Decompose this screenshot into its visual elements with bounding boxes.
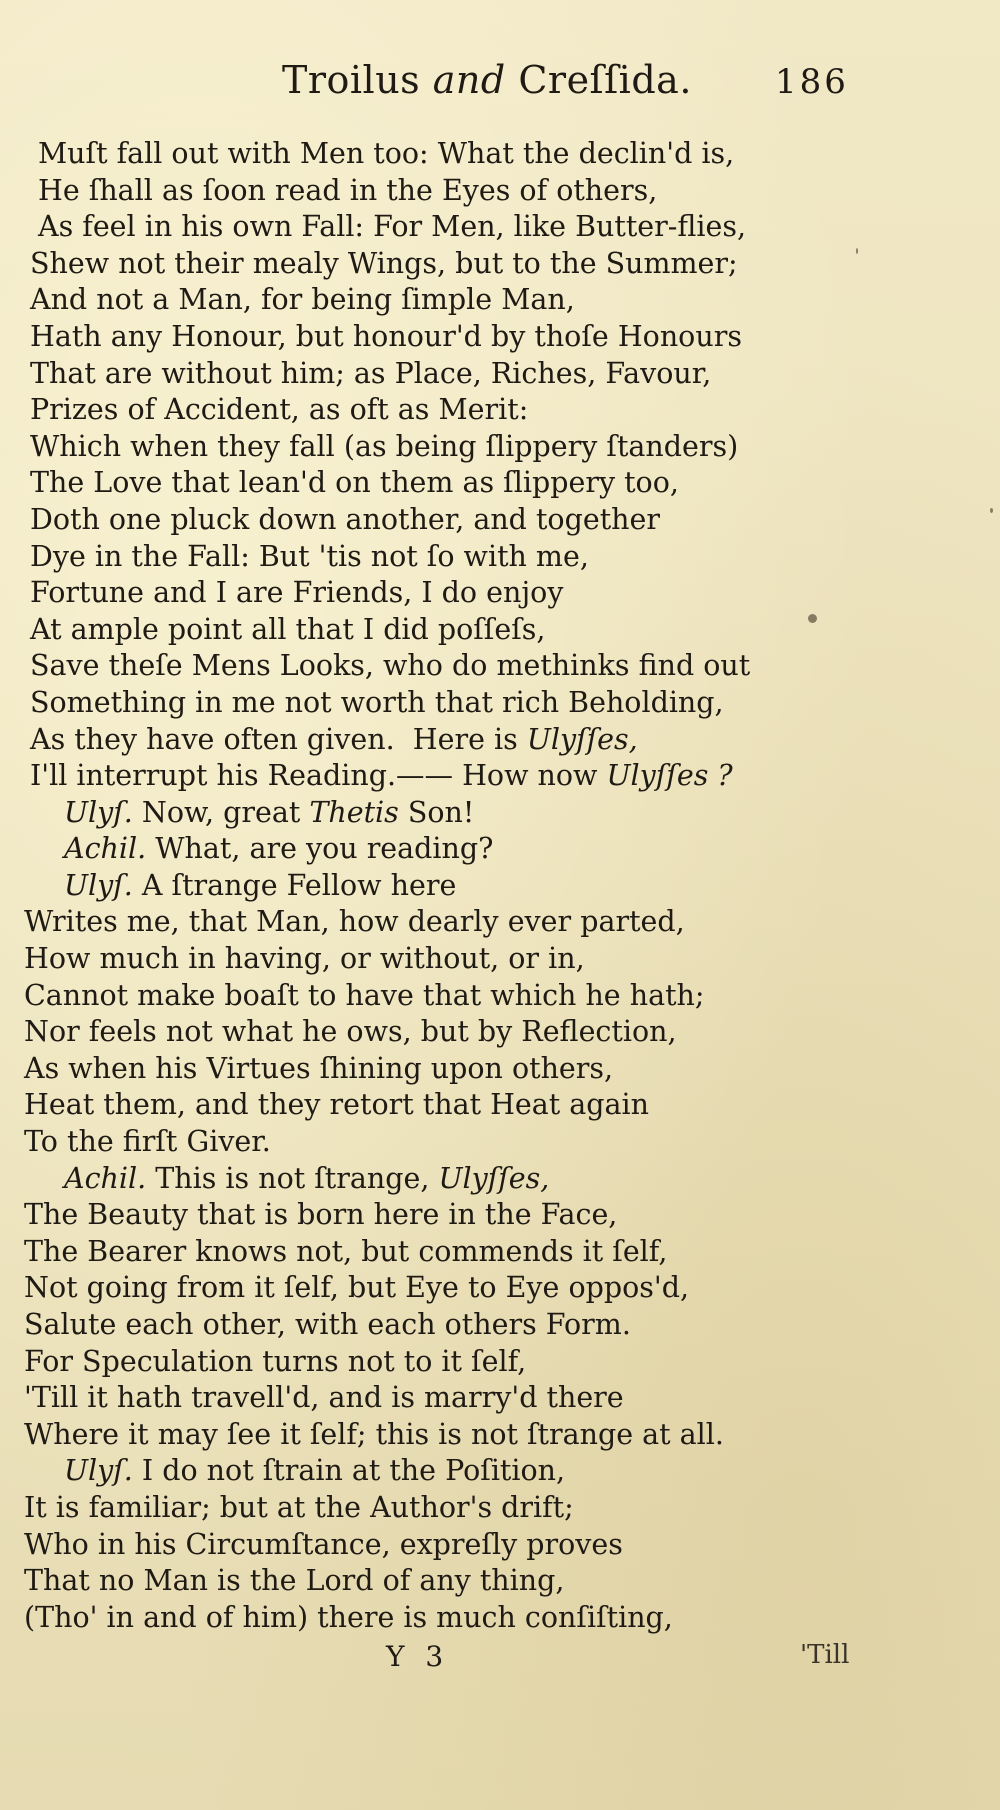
verse-line xyxy=(24,502,784,539)
verse-line xyxy=(24,136,784,173)
line-text: Who in his Circumſtance, expreſly proves xyxy=(24,1527,623,1561)
verse-line xyxy=(24,209,784,246)
line-text: That are without him; as Place, Riches, Favour, xyxy=(30,356,712,390)
line-text: Fortune and I are Friends, I do enjoy xyxy=(30,576,564,610)
line-text: Not going from it ſelf, but Eye to Eye oppos'd, xyxy=(24,1271,690,1305)
verse-line xyxy=(24,1087,784,1124)
speech-line xyxy=(24,1161,784,1198)
speaker-prefix: Ulyſ. xyxy=(64,868,133,902)
verse-line xyxy=(24,1307,784,1344)
line-text: Dye in the Fall: But 'tis not ſo with me, xyxy=(30,539,589,573)
verse-line xyxy=(24,1197,784,1234)
verse-line xyxy=(24,429,784,466)
verse-line xyxy=(24,1527,784,1564)
verse-line xyxy=(24,1014,784,1051)
line-text: That no Man is the Lord of any thing, xyxy=(24,1564,565,1598)
line-text: I'll interrupt his Reading.—— How now xyxy=(30,759,607,793)
line-text: And not a Man, for being ſimple Man, xyxy=(30,283,575,317)
verse-line xyxy=(24,282,784,319)
line-text: Something in me not worth that rich Beholding, xyxy=(30,685,724,719)
verse-line xyxy=(24,685,784,722)
verse-line xyxy=(24,1417,784,1454)
line-text: Heat them, and they retort that Heat again xyxy=(24,1088,649,1122)
italic-name: Ulyſſes, xyxy=(526,722,638,756)
verse-line xyxy=(24,1124,784,1161)
line-text: The Beauty that is born here in the Face, xyxy=(24,1198,618,1232)
line-text: He ſhall as ſoon read in the Eyes of others, xyxy=(38,173,658,207)
verse-line xyxy=(24,1270,784,1307)
ink-speck xyxy=(856,248,858,254)
catchword: 'Till xyxy=(800,1640,850,1670)
verse-line xyxy=(24,758,784,795)
verse-line xyxy=(24,904,784,941)
verse-line xyxy=(24,1234,784,1271)
verse-line xyxy=(24,319,784,356)
line-text: Where it may ſee it ſelf; this is not ſtrange at all. xyxy=(24,1417,724,1451)
line-text: This is not ſtrange, xyxy=(146,1161,439,1195)
speech-line xyxy=(24,831,784,868)
line-text: Hath any Honour, but honour'd by thoſe Honours xyxy=(30,319,742,353)
page-number: 186 xyxy=(775,62,849,102)
line-text: Salute each other, with each others Form. xyxy=(24,1308,631,1341)
speaker-prefix: Achil. xyxy=(64,832,147,866)
line-text: It is familiar; but at the Author's drift; xyxy=(24,1490,574,1524)
line-text: A ſtrange Fellow here xyxy=(132,868,457,902)
verse-line xyxy=(24,648,784,685)
line-text: 'Till it hath travell'd, and is marry'd there xyxy=(24,1381,624,1415)
line-text: Prizes of Accident, as oft as Merit: xyxy=(30,393,529,427)
line-text: Now, great xyxy=(132,795,310,829)
title-and: and xyxy=(432,58,506,102)
verse-line xyxy=(24,612,784,649)
verse-line xyxy=(24,575,784,612)
verse-line xyxy=(24,1380,784,1417)
line-text: As feel in his own Fall: For Men, like Butter-flies, xyxy=(38,210,747,244)
ink-speck xyxy=(808,614,817,623)
verse-line xyxy=(24,246,784,283)
signature-mark: Y 3 xyxy=(386,1640,450,1673)
line-text: Which when they fall (as being ſlippery ſtanders) xyxy=(30,429,739,463)
speaker-prefix: Ulyſ. xyxy=(64,1454,133,1488)
speaker-prefix: Achil. xyxy=(64,1161,147,1195)
italic-name: Ulyſſes ? xyxy=(606,759,733,793)
line-text: The Love that lean'd on them as ſlippery too, xyxy=(30,466,679,500)
line-text: Save theſe Mens Looks, who do methinks find out xyxy=(30,649,751,683)
line-text: How much in having, or without, or in, xyxy=(24,942,585,976)
line-text: As when his Virtues ſhining upon others, xyxy=(24,1051,614,1085)
verse-line xyxy=(24,173,784,210)
verse-line xyxy=(24,1051,784,1088)
verse-text xyxy=(24,136,784,1636)
verse-line xyxy=(24,539,784,576)
line-text: The Bearer knows not, but commends it ſelf, xyxy=(24,1234,668,1268)
line-text: Nor feels not what he ows, but by Reflection, xyxy=(24,1015,677,1049)
line-text-after: Son! xyxy=(398,795,475,829)
line-text: Muſt fall out with Men too: What the declin'd is, xyxy=(38,137,735,170)
line-text: To the firſt Giver. xyxy=(24,1125,271,1159)
line-text: What, are you reading? xyxy=(146,832,494,866)
verse-line xyxy=(24,1600,784,1637)
title-cressida: Creſſida. xyxy=(518,58,692,102)
line-text: Doth one pluck down another, and together xyxy=(30,502,660,536)
line-text: Writes me, that Man, how dearly ever parted, xyxy=(24,905,685,939)
running-head xyxy=(282,58,692,102)
speech-line xyxy=(24,868,784,905)
verse-line xyxy=(24,356,784,393)
verse-line xyxy=(24,722,784,759)
line-text: (Tho' in and of him) there is much conſiſting, xyxy=(24,1600,673,1634)
verse-line xyxy=(24,1563,784,1600)
line-text: I do not ſtrain at the Poſition, xyxy=(132,1454,566,1488)
line-text: At ample point all that I did poſſeſs, xyxy=(30,612,546,646)
speech-line xyxy=(24,795,784,832)
italic-name: Thetis xyxy=(309,795,399,829)
verse-line xyxy=(24,941,784,978)
speech-line xyxy=(24,1453,784,1490)
line-text: Cannot make boaſt to have that which he hath; xyxy=(24,978,705,1012)
speaker-prefix: Ulyſ. xyxy=(64,795,133,829)
line-text: Shew not their mealy Wings, but to the Summer; xyxy=(30,246,738,280)
italic-name: Ulyſſes, xyxy=(438,1161,550,1195)
line-text: As they have often given. Here is xyxy=(30,722,527,756)
line-text: For Speculation turns not to it ſelf, xyxy=(24,1344,527,1378)
verse-line xyxy=(24,1344,784,1381)
verse-line xyxy=(24,465,784,502)
ink-speck xyxy=(990,508,993,513)
title-troilus: Troilus xyxy=(282,58,421,102)
verse-line xyxy=(24,1490,784,1527)
verse-line xyxy=(24,978,784,1015)
verse-line xyxy=(24,392,784,429)
